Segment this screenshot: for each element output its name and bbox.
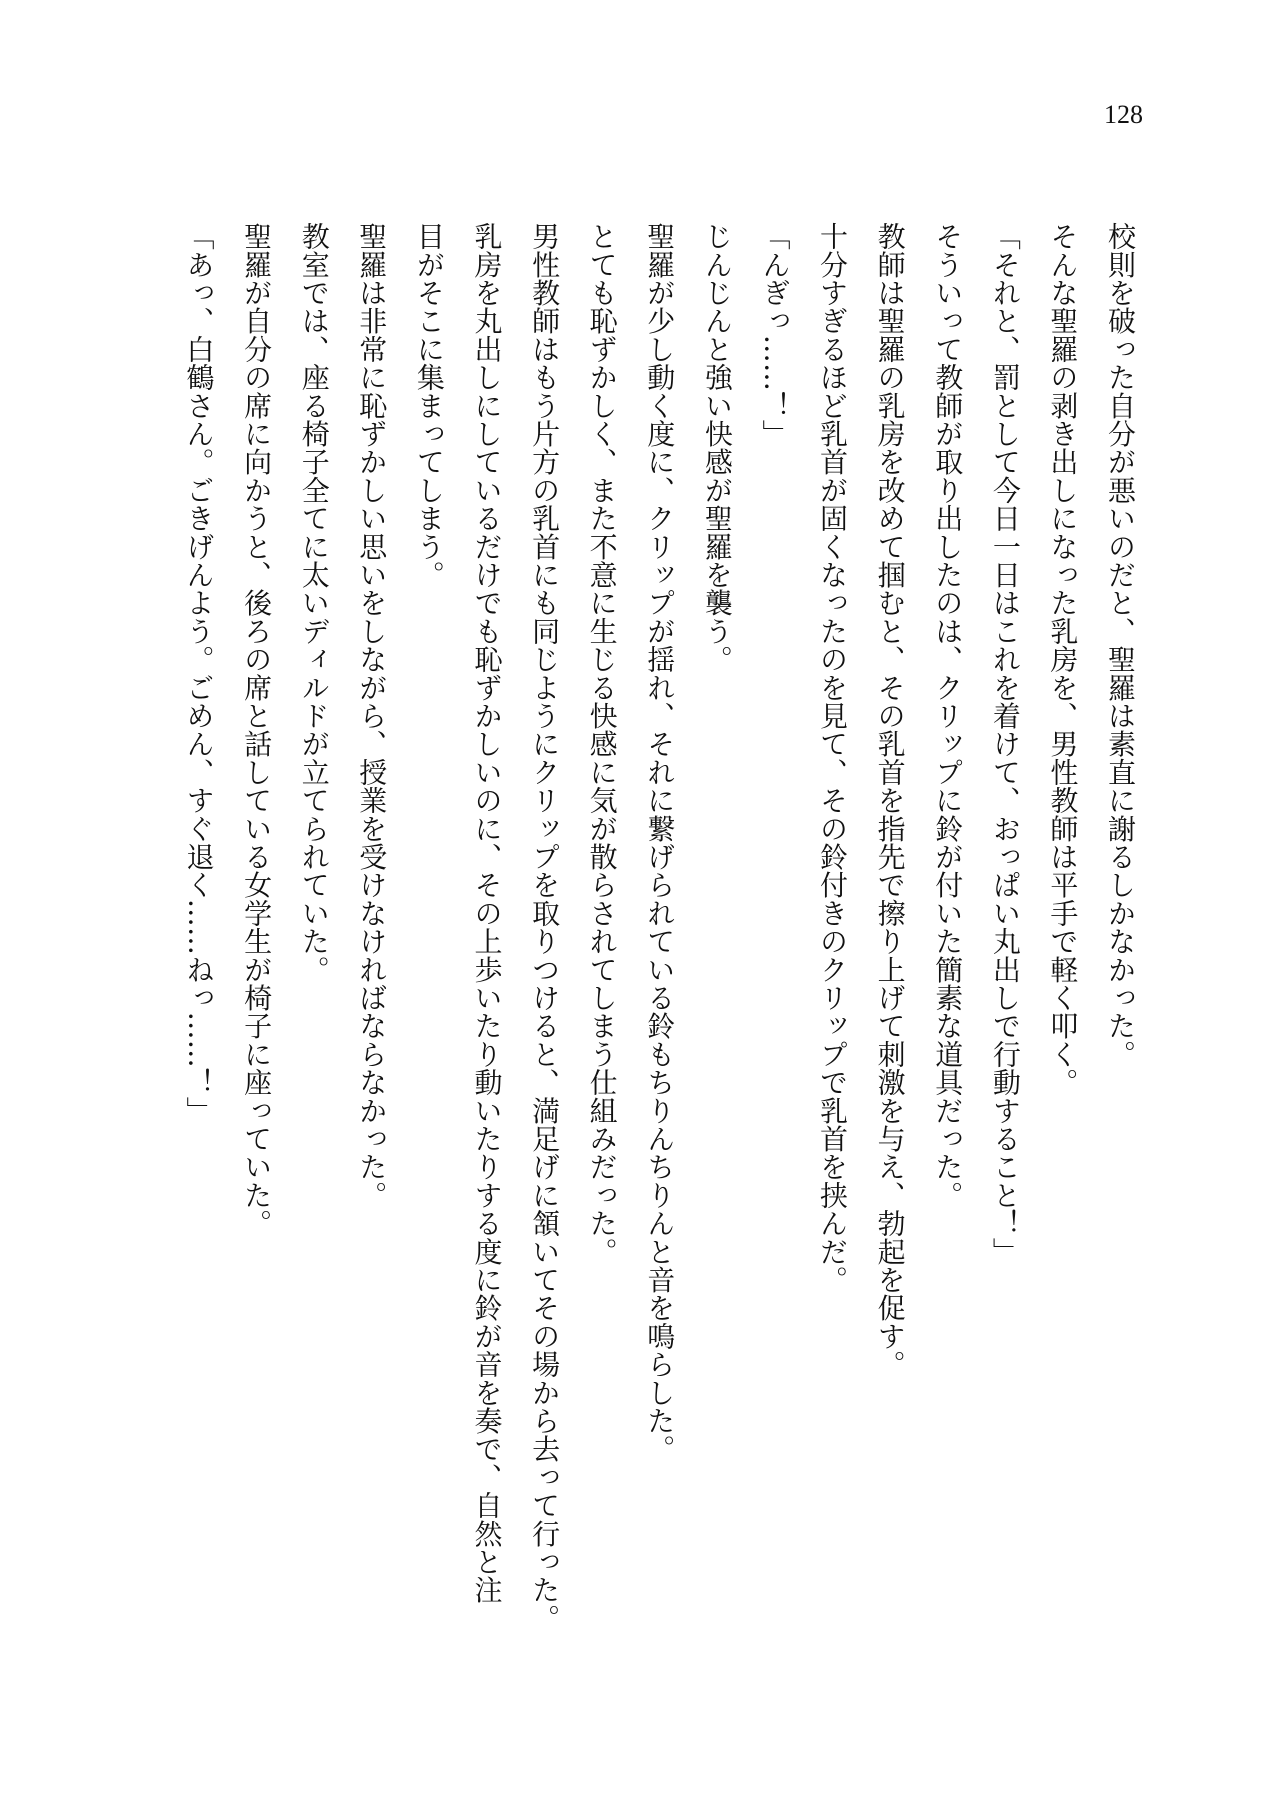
vertical-text-body xyxy=(170,222,1149,1632)
text-line: 「んぎっ……！」 xyxy=(758,222,792,448)
text-line: 「それと、罰として今日一日はこれを着けて、おっぱい丸出しで行動すること！」 xyxy=(988,222,1022,1266)
text-line: 「あっ、白鶴さん。ごきげんよう。ごめん、すぐ退く……ねっ……！」 xyxy=(182,222,216,1125)
text-line: じんじんと強い快感が聖羅を襲う。 xyxy=(700,222,734,674)
text-line: 聖羅が少し動く度に、クリップが揺れ、それに繋げられている鈴もちりんちりんと音を鳴らした。 xyxy=(643,222,677,1463)
page-number: 128 xyxy=(1104,100,1143,129)
text-line: とても恥ずかしく、また不意に生じる快感に気が散らされてしまう仕組みだった。 xyxy=(585,222,619,1266)
text-line: 乳房を丸出しにしているだけでも恥ずかしいのに、その上歩いたり動いたりする度に鈴が音を奏で、自然と注 xyxy=(470,222,504,1604)
text-line: 目がそこに集まってしまう。 xyxy=(412,222,446,589)
text-line: 教室では、座る椅子全てに太いディルドが立てられていた。 xyxy=(297,222,331,984)
text-line: そんな聖羅の剥き出しになった乳房を、男性教師は平手で軽く叩く。 xyxy=(1046,222,1080,1097)
text-line: そういって教師が取り出したのは、クリップに鈴が付いた簡素な道具だった。 xyxy=(931,222,965,1209)
text-line: 男性教師はもう片方の乳首にも同じようにクリップを取りつけると、満足げに頷いてその場から去って行った。 xyxy=(528,222,562,1632)
text-line: 聖羅が自分の席に向かうと、後ろの席と話している女学生が椅子に座っていた。 xyxy=(240,222,274,1238)
text-line: 校則を破った自分が悪いのだと、聖羅は素直に謝るしかなかった。 xyxy=(1104,222,1137,1068)
text-line: 教師は聖羅の乳房を改めて掴むと、その乳首を指先で擦り上げて刺激を与え、勃起を促す。 xyxy=(873,222,907,1379)
text-line: 十分すぎるほど乳首が固くなったのを見て、その鈴付きのクリップで乳首を挟んだ。 xyxy=(816,222,850,1294)
text-line: 聖羅は非常に恥ずかしい思いをしながら、授業を受けなければならなかった。 xyxy=(355,222,389,1209)
